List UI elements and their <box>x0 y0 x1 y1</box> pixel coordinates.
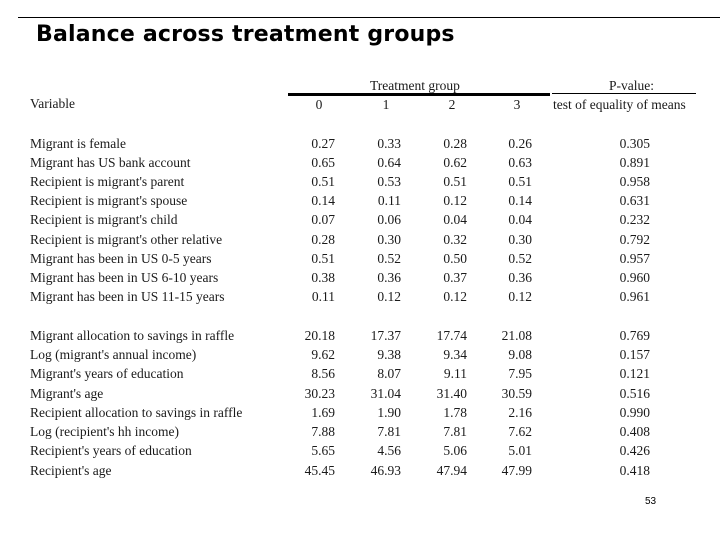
cell-group-3: 2.16 <box>508 405 532 420</box>
cell-group-0: 0.07 <box>311 212 335 227</box>
cell-group-2: 5.06 <box>443 443 467 458</box>
column-header-0: 0 <box>315 97 323 112</box>
cell-group-1: 0.33 <box>377 136 401 151</box>
row-label: Migrant is female <box>30 136 126 151</box>
cell-group-3: 0.36 <box>508 270 532 285</box>
column-header-1: 1 <box>382 97 390 112</box>
cell-group-1: 7.81 <box>377 424 401 439</box>
cell-pvalue: 0.121 <box>619 366 650 381</box>
cell-pvalue: 0.990 <box>619 405 650 420</box>
cell-group-1: 0.30 <box>377 232 401 247</box>
cell-pvalue: 0.418 <box>619 463 650 478</box>
cell-group-3: 47.99 <box>501 463 532 478</box>
cell-group-0: 0.65 <box>311 155 335 170</box>
cell-pvalue: 0.232 <box>619 212 650 227</box>
row-label: Recipient's age <box>30 463 112 478</box>
cell-group-2: 0.12 <box>443 193 467 208</box>
row-label: Recipient is migrant's other relative <box>30 232 223 247</box>
cell-group-0: 20.18 <box>304 328 335 343</box>
cell-pvalue: 0.157 <box>619 347 650 362</box>
row-label: Log (migrant's annual income) <box>30 347 197 362</box>
cell-group-1: 0.11 <box>377 193 401 208</box>
cell-group-1: 4.56 <box>377 443 401 458</box>
cell-group-1: 8.07 <box>377 366 401 381</box>
cell-group-1: 1.90 <box>377 405 401 420</box>
cell-group-1: 0.36 <box>377 270 401 285</box>
cell-group-1: 31.04 <box>370 386 401 401</box>
row-label: Migrant allocation to savings in raffle <box>30 328 235 343</box>
cell-group-2: 31.40 <box>436 386 467 401</box>
top-rule <box>18 17 720 18</box>
cell-group-1: 0.52 <box>377 251 401 266</box>
cell-group-3: 30.59 <box>501 386 532 401</box>
cell-group-1: 0.12 <box>377 289 401 304</box>
row-label: Recipient is migrant's child <box>30 212 178 227</box>
cell-pvalue: 0.408 <box>619 424 650 439</box>
cell-group-2: 0.62 <box>443 155 467 170</box>
cell-pvalue: 0.769 <box>619 328 650 343</box>
row-label: Migrant has been in US 0-5 years <box>30 251 212 266</box>
pvalue-header: P-value: <box>609 78 654 93</box>
cell-group-0: 0.28 <box>311 232 335 247</box>
row-label: Recipient is migrant's spouse <box>30 193 188 208</box>
cell-group-0: 1.69 <box>311 405 335 420</box>
row-label: Recipient's years of education <box>30 443 192 458</box>
cell-group-2: 47.94 <box>436 463 467 478</box>
cell-group-0: 0.14 <box>311 193 335 208</box>
cell-group-3: 7.62 <box>508 424 532 439</box>
cell-group-2: 0.28 <box>443 136 467 151</box>
cell-group-1: 46.93 <box>370 463 401 478</box>
column-header-3: 3 <box>513 97 521 112</box>
cell-group-0: 0.27 <box>311 136 335 151</box>
treatment-group-header: Treatment group <box>370 78 460 93</box>
cell-group-3: 0.63 <box>508 155 532 170</box>
row-label: Log (recipient's hh income) <box>30 424 180 439</box>
cell-group-3: 0.26 <box>508 136 532 151</box>
cell-group-0: 0.38 <box>311 270 335 285</box>
cell-group-1: 0.06 <box>377 212 401 227</box>
cell-pvalue: 0.305 <box>619 136 650 151</box>
cell-group-2: 9.34 <box>443 347 467 362</box>
cell-group-3: 5.01 <box>508 443 532 458</box>
cell-group-0: 0.51 <box>311 251 335 266</box>
cell-group-2: 7.81 <box>443 424 467 439</box>
cell-group-0: 0.11 <box>311 289 335 304</box>
cell-group-0: 7.88 <box>311 424 335 439</box>
cell-group-3: 7.95 <box>508 366 532 381</box>
column-header-2: 2 <box>448 97 456 112</box>
cell-pvalue: 0.891 <box>619 155 650 170</box>
cell-group-0: 9.62 <box>311 347 335 362</box>
row-label: Recipient is migrant's parent <box>30 174 185 189</box>
cell-group-1: 17.37 <box>370 328 401 343</box>
cell-group-3: 9.08 <box>508 347 532 362</box>
cell-group-2: 0.32 <box>443 232 467 247</box>
cell-group-0: 8.56 <box>311 366 335 381</box>
cell-pvalue: 0.792 <box>619 232 650 247</box>
cell-group-2: 9.11 <box>443 366 467 381</box>
cell-group-3: 0.12 <box>508 289 532 304</box>
cell-group-2: 1.78 <box>443 405 467 420</box>
cell-group-0: 0.51 <box>311 174 335 189</box>
cell-group-2: 17.74 <box>436 328 467 343</box>
slide-number: 53 <box>645 496 657 507</box>
variable-header: Variable <box>30 96 75 111</box>
cell-group-2: 0.51 <box>443 174 467 189</box>
cell-group-0: 45.45 <box>304 463 335 478</box>
pvalue-subheader: test of equality of means <box>553 97 686 112</box>
row-label: Migrant has been in US 6-10 years <box>30 270 219 285</box>
row-label: Migrant's age <box>30 386 104 401</box>
treatment-group-rule <box>288 93 550 96</box>
cell-pvalue: 0.426 <box>619 443 650 458</box>
slide-title: Balance across treatment groups <box>36 22 455 47</box>
cell-group-3: 0.51 <box>508 174 532 189</box>
row-label: Migrant's years of education <box>30 366 184 381</box>
row-label: Migrant has US bank account <box>30 155 191 170</box>
row-label: Recipient allocation to savings in raffle <box>30 405 243 420</box>
cell-group-3: 0.04 <box>508 212 532 227</box>
cell-group-1: 0.64 <box>377 155 401 170</box>
cell-group-3: 0.30 <box>508 232 532 247</box>
cell-group-2: 0.04 <box>443 212 467 227</box>
cell-group-3: 21.08 <box>501 328 532 343</box>
cell-group-1: 0.53 <box>377 174 401 189</box>
cell-pvalue: 0.960 <box>619 270 650 285</box>
cell-group-3: 0.52 <box>508 251 532 266</box>
cell-group-0: 30.23 <box>304 386 335 401</box>
cell-group-2: 0.50 <box>443 251 467 266</box>
pvalue-rule <box>552 93 696 94</box>
cell-group-1: 9.38 <box>377 347 401 362</box>
cell-group-0: 5.65 <box>311 443 335 458</box>
cell-pvalue: 0.957 <box>619 251 650 266</box>
cell-pvalue: 0.958 <box>619 174 650 189</box>
cell-pvalue: 0.516 <box>619 386 650 401</box>
cell-pvalue: 0.961 <box>619 289 650 304</box>
cell-pvalue: 0.631 <box>619 193 650 208</box>
cell-group-2: 0.12 <box>443 289 467 304</box>
row-label: Migrant has been in US 11-15 years <box>30 289 225 304</box>
cell-group-3: 0.14 <box>508 193 532 208</box>
cell-group-2: 0.37 <box>443 270 467 285</box>
